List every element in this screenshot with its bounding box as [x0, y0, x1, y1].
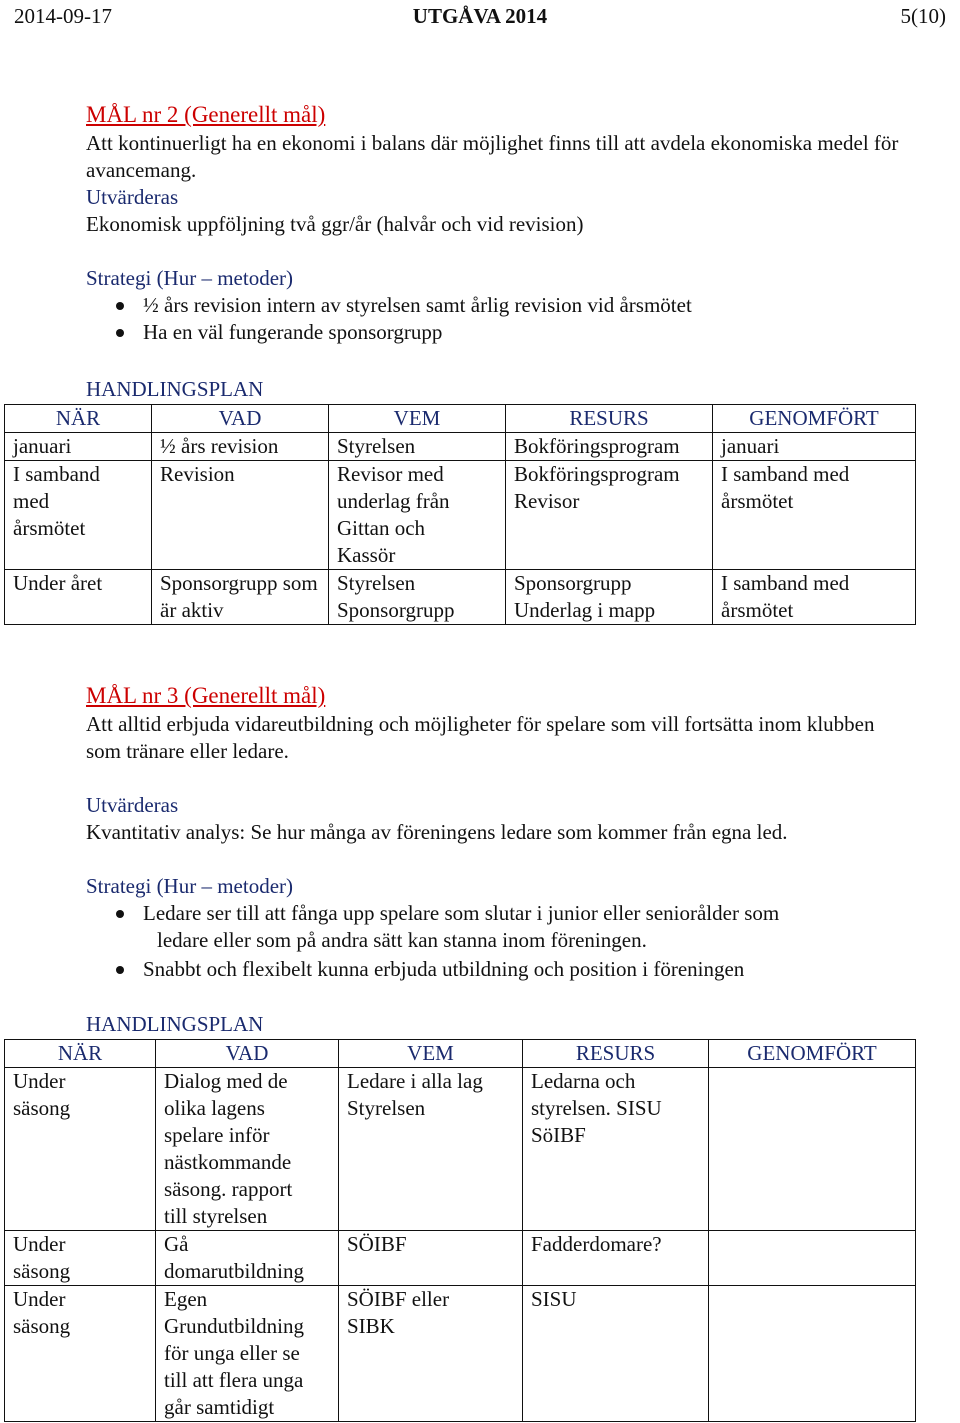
bullet-icon	[116, 302, 124, 310]
table-cell: Dialog med de olika lagens spelare inför nästkommande säsong. rapport till styrelsen	[156, 1068, 339, 1231]
goal-3-evaluation-text: Kvantitativ analys: Se hur många av föreningens ledare som kommer från egna led.	[86, 820, 788, 844]
list-item: Ha en väl fungerande sponsorgrupp	[0, 319, 920, 346]
column-header: RESURS	[506, 405, 713, 433]
goal-2-plan-heading: HANDLINGSPLAN	[86, 377, 264, 401]
column-header: NÄR	[5, 405, 152, 433]
table-cell: ½ års revision	[152, 433, 329, 461]
table-cell: Bokföringsprogram	[506, 433, 713, 461]
table-cell: I samband med årsmötet	[713, 461, 916, 570]
column-header: NÄR	[5, 1040, 156, 1068]
table-cell: januari	[713, 433, 916, 461]
table-cell	[709, 1068, 916, 1231]
table-row	[5, 461, 916, 570]
table-cell: SÖIBF eller SIBK	[339, 1286, 523, 1422]
table-cell: I samband med årsmötet	[5, 461, 152, 570]
column-header: GENOMFÖRT	[709, 1040, 916, 1068]
table-header-row	[5, 405, 916, 433]
goal-3-section	[86, 681, 910, 983]
goal-3-strategy-heading: Strategi (Hur – metoder)	[86, 874, 294, 898]
table-cell: Ledarna och styrelsen. SISU SöIBF	[523, 1068, 709, 1231]
table-cell: Under säsong	[5, 1231, 156, 1286]
goal-3-action-plan-table	[4, 1039, 916, 1422]
goal-3-title: MÅL nr 3 (Generellt mål)	[86, 683, 326, 708]
table-cell: Styrelsen Sponsorgrupp	[329, 570, 506, 625]
table-row	[5, 1286, 916, 1422]
table-cell: Styrelsen	[329, 433, 506, 461]
goal-3-description: Att alltid erbjuda vidareutbildning och möjligheter för spelare som vill fortsätta inom klubben som tränare eller ledare.	[86, 712, 875, 763]
table-header-row	[5, 1040, 916, 1068]
table-cell: Under säsong	[5, 1286, 156, 1422]
goal-3-plan-heading: HANDLINGSPLAN	[86, 1012, 264, 1036]
goal-2-section	[86, 100, 920, 346]
goal-3-strategy-list	[86, 900, 910, 983]
table-cell: SISU	[523, 1286, 709, 1422]
goal-2-evaluation-text: Ekonomisk uppföljning två ggr/år (halvår och vid revision)	[86, 212, 584, 236]
table-cell: Under säsong	[5, 1068, 156, 1231]
column-header: VEM	[339, 1040, 523, 1068]
table-cell: Under året	[5, 570, 152, 625]
table-cell: Revision	[152, 461, 329, 570]
list-item: Snabbt och flexibelt kunna erbjuda utbildning och position i föreningen	[86, 956, 910, 983]
table-cell	[709, 1286, 916, 1422]
page-header	[14, 4, 946, 32]
table-cell: SÖIBF	[339, 1231, 523, 1286]
header-edition: UTGÅVA 2014	[412, 4, 548, 28]
column-header: RESURS	[523, 1040, 709, 1068]
goal-3-evaluation-heading: Utvärderas	[86, 793, 179, 817]
bullet-icon	[116, 910, 124, 918]
table-cell: Egen Grundutbildning för unga eller se till att flera unga går samtidigt	[156, 1286, 339, 1422]
table-cell: Gå domarutbildning	[156, 1231, 339, 1286]
table-row	[5, 570, 916, 625]
table-row	[5, 433, 916, 461]
goal-2-action-plan-table	[4, 404, 916, 625]
header-page-number: 5(10)	[900, 4, 946, 28]
bullet-icon	[116, 966, 124, 974]
table-cell: I samband med årsmötet	[713, 570, 916, 625]
table-cell: Bokföringsprogram Revisor	[506, 461, 713, 570]
goal-2-evaluation-heading: Utvärderas	[86, 185, 179, 209]
table-cell: Fadderdomare?	[523, 1231, 709, 1286]
table-cell: januari	[5, 433, 152, 461]
goal-2-strategy-heading: Strategi (Hur – metoder)	[86, 266, 294, 290]
bullet-icon	[116, 329, 124, 337]
column-header: VAD	[152, 405, 329, 433]
header-date: 2014-09-17	[14, 4, 112, 28]
list-item: Ledare ser till att fånga upp spelare som slutar i junior eller seniorålder som ledare eller som på andra sätt kan stanna inom föreningen.	[86, 900, 910, 954]
column-header: VAD	[156, 1040, 339, 1068]
column-header: VEM	[329, 405, 506, 433]
goal-2-strategy-list	[0, 292, 920, 346]
table-cell: Sponsorgrupp Underlag i mapp	[506, 570, 713, 625]
table-row	[5, 1068, 916, 1231]
table-cell: Sponsorgrupp som är aktiv	[152, 570, 329, 625]
table-row	[5, 1231, 916, 1286]
table-cell: Revisor med underlag från Gittan och Kassör	[329, 461, 506, 570]
table-cell	[709, 1231, 916, 1286]
column-header: GENOMFÖRT	[713, 405, 916, 433]
table-cell: Ledare i alla lag Styrelsen	[339, 1068, 523, 1231]
goal-2-title: MÅL nr 2 (Generellt mål)	[86, 102, 326, 127]
goal-2-description: Att kontinuerligt ha en ekonomi i balans där möjlighet finns till att avdela ekonomiska medel för avancemang.	[86, 131, 899, 182]
list-item: ½ års revision intern av styrelsen samt årlig revision vid årsmötet	[0, 292, 920, 319]
